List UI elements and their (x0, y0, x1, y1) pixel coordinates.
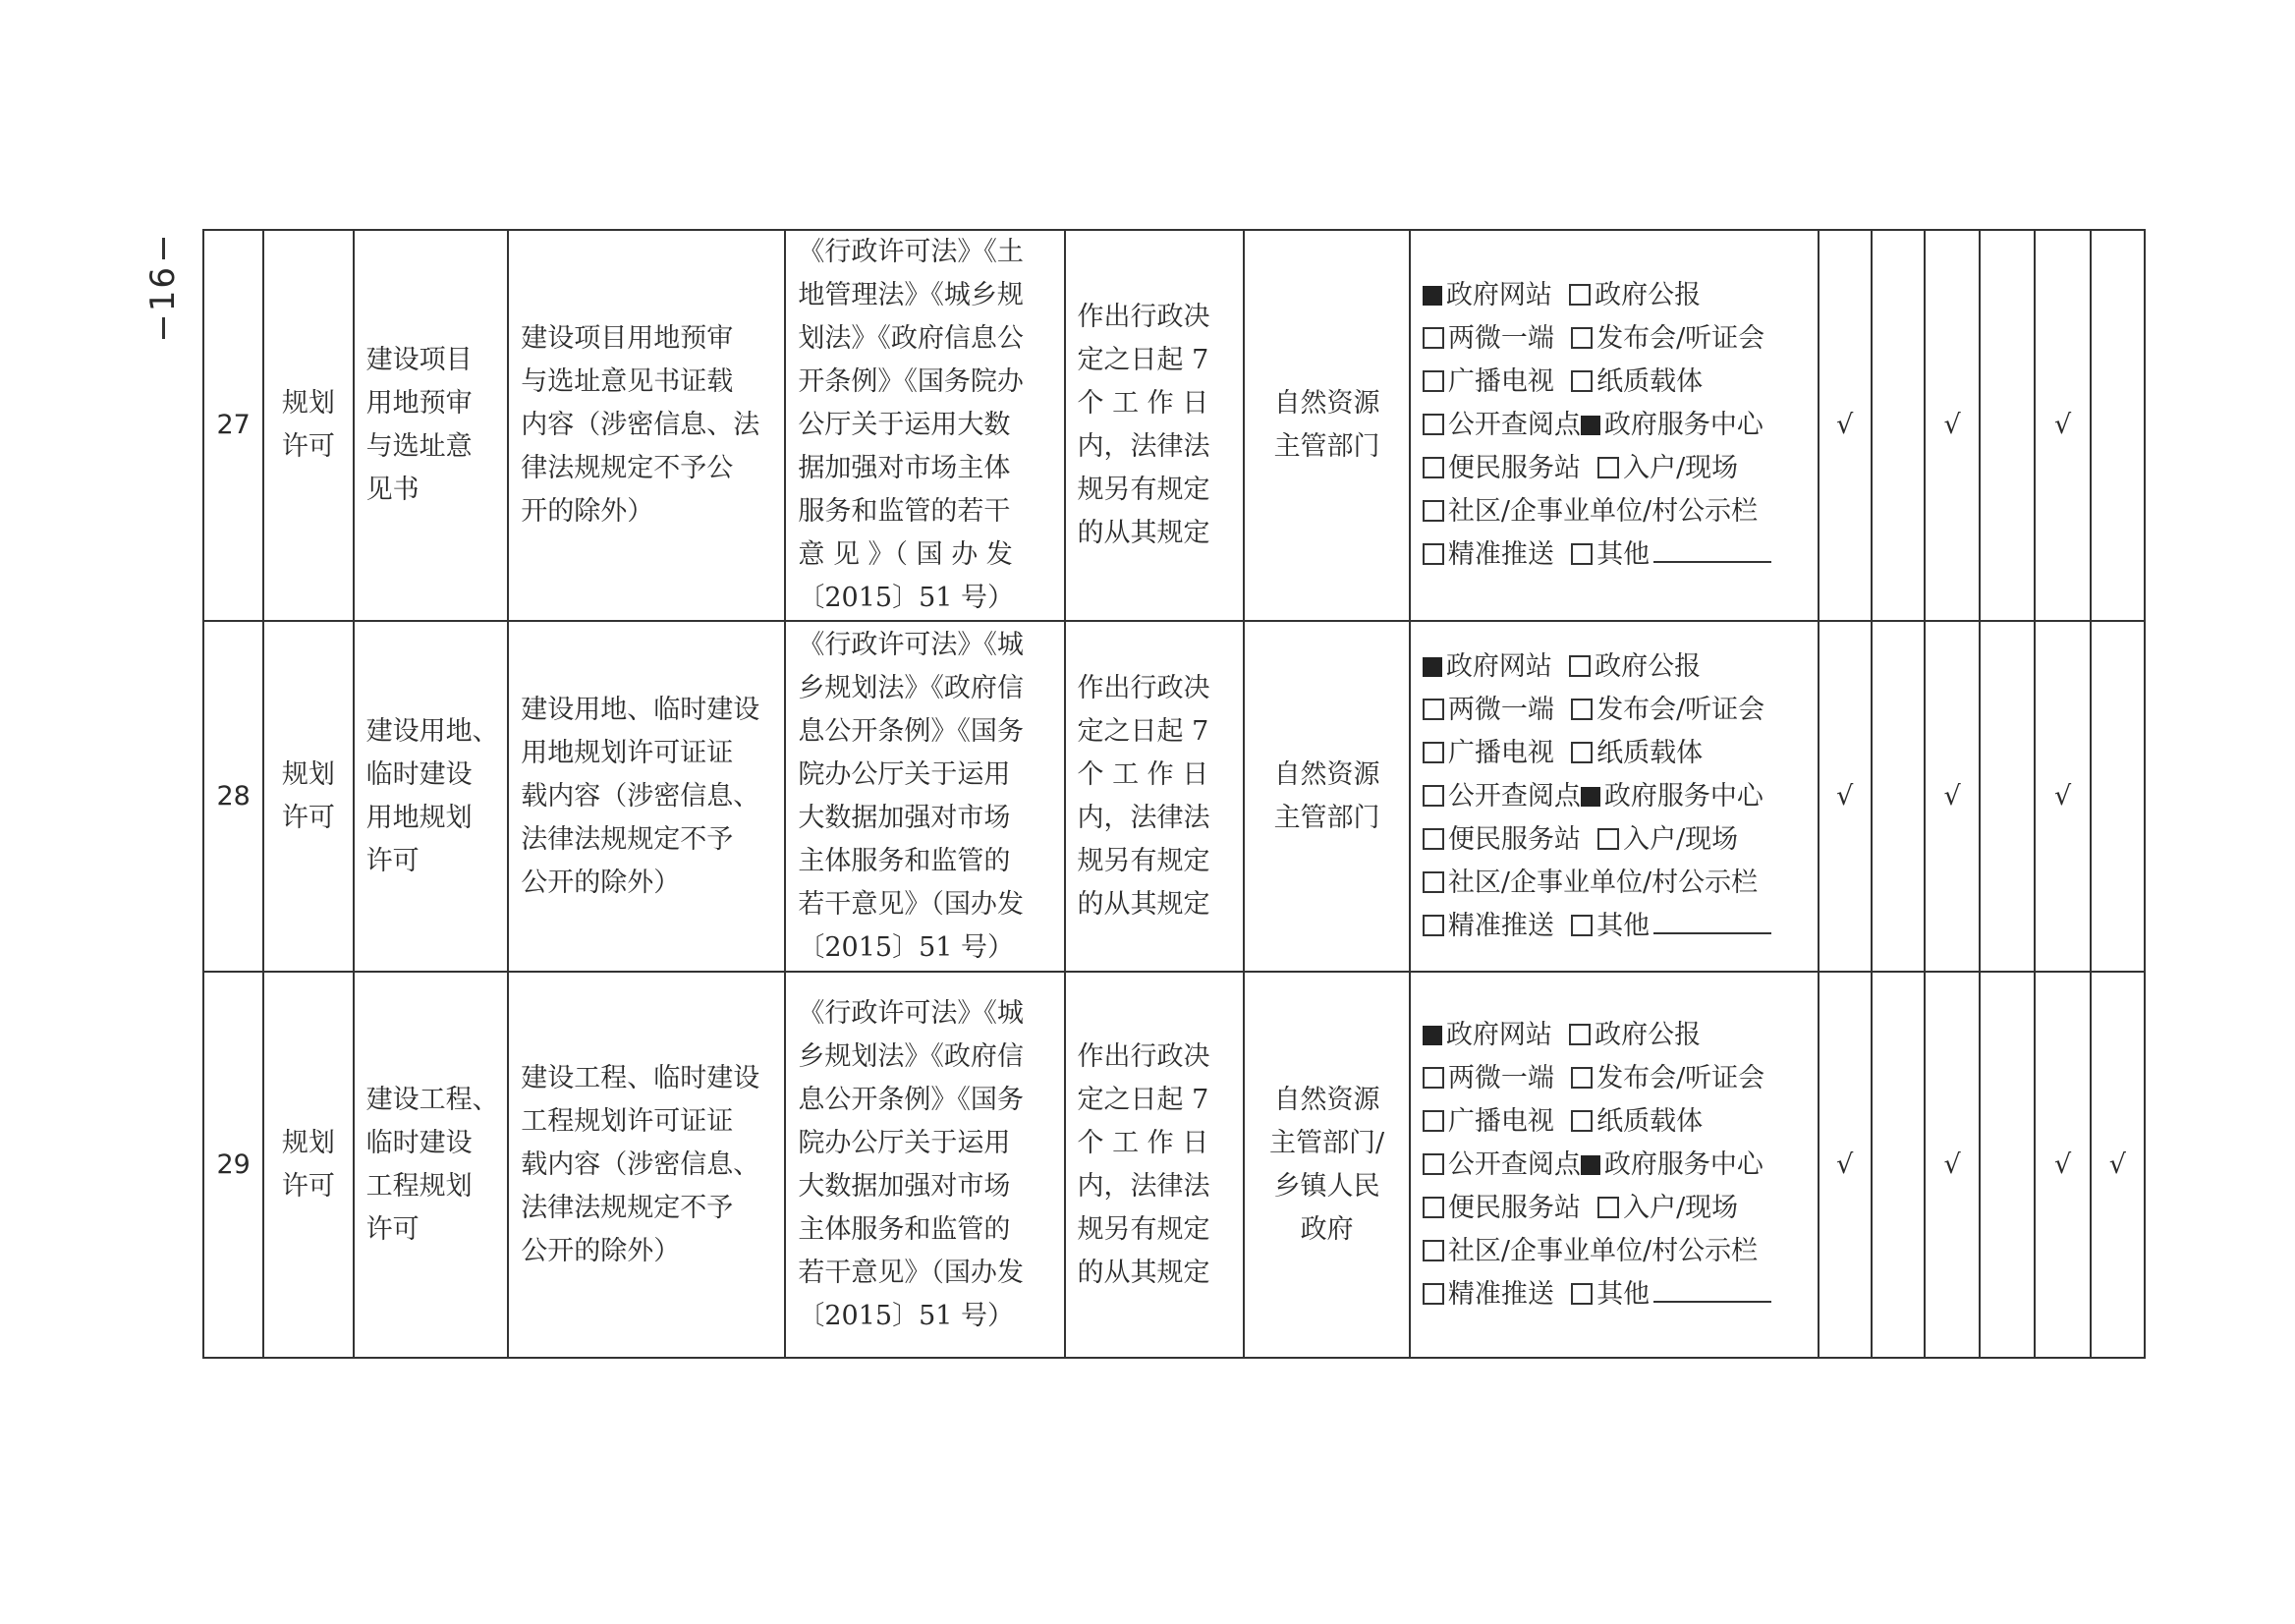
channel-line (1423, 689, 1806, 732)
basis-cell-line: 〔2015〕51 号） (798, 931, 1015, 963)
channel-other: 其他 (1571, 1279, 1650, 1310)
item-cell-line: 见书 (365, 475, 420, 505)
unchecked-box-icon (1571, 915, 1593, 936)
time-cell-line: 定之日起 7 (1077, 345, 1209, 375)
check-mark-cell (1980, 621, 2035, 972)
other-blank-line (1653, 533, 1771, 563)
basis-cell-line: 〔2015〕51 号） (798, 1300, 1015, 1331)
basis-cell-line: 大数据加强对市场 (798, 1170, 1011, 1202)
channel-service-station: 便民服务站 (1423, 1193, 1581, 1223)
content-cell-line: 建设项目用地预审 (521, 323, 734, 354)
unchecked-box-icon (1423, 1197, 1444, 1218)
channel-service-center: 政府服务中心 (1581, 410, 1763, 440)
unchecked-box-icon (1423, 543, 1444, 565)
time-cell-line: 作出行政决 (1077, 672, 1210, 703)
time-cell-line: 的从其规定 (1077, 888, 1210, 920)
channel-line (1423, 1100, 1806, 1144)
check-mark-cell: √ (1925, 621, 1980, 972)
basis-cell-line: 乡规划法》《政府信 (798, 672, 1024, 703)
check-mark-cell: √ (2091, 972, 2145, 1358)
channel-line (1423, 732, 1806, 775)
content-cell-line: 法律法规规定不予 (521, 1192, 734, 1223)
channel-line (1423, 490, 1806, 533)
time-cell-line: 规另有规定 (1077, 475, 1210, 505)
content-cell-line: 法律法规规定不予 (521, 823, 734, 855)
channel-line (1423, 447, 1806, 490)
basis-cell-line: 若干意见》（国办发 (798, 888, 1024, 920)
category-cell (263, 230, 353, 621)
unchecked-box-icon (1423, 828, 1444, 850)
channel-wechat-weibo: 两微一端 (1423, 695, 1554, 725)
channel-gov-website: 政府网站 (1423, 280, 1552, 310)
check-mark-cell: √ (1819, 230, 1872, 621)
channel-broadcast: 广播电视 (1423, 738, 1554, 768)
row-index: 28 (203, 621, 263, 972)
time-cell-line: 规另有规定 (1077, 845, 1210, 876)
channel-line (1423, 404, 1806, 447)
time-cell-line: 个 工 作 日 (1077, 388, 1209, 419)
subject-cell-line: 自然资源 (1273, 758, 1380, 790)
category-cell-line: 规划 (281, 758, 335, 790)
other-blank-line (1653, 1273, 1771, 1303)
table-row (203, 972, 2145, 1358)
time-cell-line: 作出行政决 (1077, 1040, 1210, 1072)
category-cell-line: 许可 (281, 431, 335, 462)
content-cell (508, 230, 785, 621)
unchecked-box-icon (1571, 742, 1593, 763)
content-cell-line: 公开的除外） (521, 1235, 681, 1266)
channel-gov-gazette: 政府公报 (1569, 280, 1701, 310)
channel-reading-point: 公开查阅点 (1423, 781, 1581, 812)
check-mark-cell: √ (2035, 621, 2090, 972)
channel-other: 其他 (1571, 539, 1650, 570)
content-cell-line: 开的除外） (521, 496, 654, 527)
basis-cell (785, 230, 1064, 621)
content-cell-line: 内容（涉密信息、法 (521, 410, 760, 440)
channel-line (1423, 1187, 1806, 1230)
unchecked-box-icon (1423, 871, 1444, 893)
unchecked-box-icon (1423, 785, 1444, 807)
basis-cell-line: 公厅关于运用大数 (798, 410, 1011, 440)
time-cell-line: 作出行政决 (1077, 302, 1210, 332)
item-cell (354, 972, 509, 1358)
unchecked-box-icon (1571, 370, 1593, 392)
unchecked-box-icon (1571, 543, 1593, 565)
item-cell-line: 建设工程、 (365, 1084, 499, 1115)
checked-box-icon (1423, 657, 1442, 677)
row-index: 27 (203, 230, 263, 621)
channel-gov-gazette: 政府公报 (1569, 1020, 1701, 1050)
category-cell (263, 972, 353, 1358)
content-cell-line: 用地规划许可证证 (521, 737, 734, 768)
unchecked-box-icon (1569, 284, 1591, 306)
subject-cell (1244, 230, 1410, 621)
channel-gov-website: 政府网站 (1423, 651, 1552, 682)
time-cell-line: 个 工 作 日 (1077, 1127, 1209, 1158)
content-cell (508, 621, 785, 972)
channel-line (1423, 818, 1806, 862)
unchecked-box-icon (1423, 699, 1444, 720)
channel-bulletin-board: 社区/企事业单位/村公示栏 (1423, 868, 1758, 898)
basis-cell-line: 划法》《政府信息公 (798, 323, 1024, 354)
subject-cell-line: 主管部门 (1273, 802, 1380, 833)
check-mark-cell: √ (1819, 621, 1872, 972)
subject-cell-line: 主管部门/ (1269, 1127, 1385, 1158)
channel-service-station: 便民服务站 (1423, 824, 1581, 855)
checked-box-icon (1581, 1155, 1600, 1175)
unchecked-box-icon (1423, 1240, 1444, 1261)
channel-precise-push: 精准推送 (1423, 911, 1554, 941)
checked-box-icon (1423, 286, 1442, 306)
basis-cell-line: 息公开条例》《国务 (798, 1084, 1024, 1115)
check-mark-cell: √ (2035, 230, 2090, 621)
channel-broadcast: 广播电视 (1423, 1106, 1554, 1137)
channel-door-to-door: 入户/现场 (1597, 453, 1738, 483)
basis-cell-line: 据加强对市场主体 (798, 453, 1011, 483)
check-mark-cell (2091, 230, 2145, 621)
check-mark-cell (1872, 230, 1925, 621)
page-number (143, 232, 183, 389)
category-cell-line: 许可 (281, 1170, 335, 1202)
channel-line (1423, 775, 1806, 818)
content-cell-line: 建设用地、临时建设 (521, 694, 760, 725)
basis-cell (785, 972, 1064, 1358)
channel-line (1423, 645, 1806, 689)
unchecked-box-icon (1569, 655, 1591, 677)
unchecked-box-icon (1571, 1283, 1593, 1305)
content-cell-line: 载内容（涉密信息、 (521, 780, 760, 812)
channel-broadcast: 广播电视 (1423, 366, 1554, 397)
time-cell-line: 内，法律法 (1077, 1170, 1210, 1202)
subject-cell-line: 政府 (1300, 1213, 1354, 1245)
channel-service-station: 便民服务站 (1423, 453, 1581, 483)
basis-cell-line: 地管理法》《城乡规 (798, 280, 1024, 310)
unchecked-box-icon (1597, 1197, 1619, 1218)
channel-line (1423, 1014, 1806, 1057)
basis-cell-line: 《行政许可法》《城 (798, 629, 1024, 660)
page-number-dash-bottom (162, 317, 165, 339)
check-mark-cell (1872, 972, 1925, 1358)
check-mark-cell (1980, 230, 2035, 621)
channel-other: 其他 (1571, 911, 1650, 941)
basis-cell-line: 意 见 》（ 国 办 发 (798, 539, 1013, 570)
channel-line (1423, 905, 1806, 948)
unchecked-box-icon (1423, 457, 1444, 478)
channel-paper: 纸质载体 (1571, 738, 1703, 768)
other-blank-line (1653, 905, 1771, 934)
check-mark-cell: √ (1925, 230, 1980, 621)
basis-cell-line: 《行政许可法》《土 (798, 237, 1024, 267)
basis-cell-line: 主体服务和监管的 (798, 845, 1011, 876)
check-mark-cell (1980, 972, 2035, 1358)
item-cell (354, 621, 509, 972)
channel-gov-website: 政府网站 (1423, 1020, 1552, 1050)
check-mark-cell (2091, 621, 2145, 972)
basis-cell-line: 若干意见》（国办发 (798, 1257, 1024, 1288)
time-cell-line: 定之日起 7 (1077, 715, 1209, 747)
channel-reading-point: 公开查阅点 (1423, 410, 1581, 440)
unchecked-box-icon (1571, 699, 1593, 720)
basis-cell-line: 乡规划法》《政府信 (798, 1040, 1024, 1072)
item-cell-line: 工程规划 (365, 1170, 473, 1202)
unchecked-box-icon (1423, 414, 1444, 435)
subject-cell-line: 自然资源 (1273, 1084, 1380, 1115)
unchecked-box-icon (1423, 500, 1444, 522)
channel-service-center: 政府服务中心 (1581, 781, 1763, 812)
item-cell-line: 用地预审 (365, 388, 473, 419)
unchecked-box-icon (1423, 915, 1444, 936)
category-cell-line: 规划 (281, 1127, 335, 1158)
item-cell-line: 临时建设 (365, 758, 473, 790)
basis-cell-line: 《行政许可法》《城 (798, 997, 1024, 1029)
channels-cell (1410, 230, 1819, 621)
category-cell (263, 621, 353, 972)
unchecked-box-icon (1423, 1110, 1444, 1132)
check-mark-cell: √ (1819, 972, 1872, 1358)
page-number-value: 16 (143, 265, 183, 312)
channel-line (1423, 1144, 1806, 1187)
channel-line (1423, 361, 1806, 404)
time-cell-line: 定之日起 7 (1077, 1084, 1209, 1115)
unchecked-box-icon (1569, 1024, 1591, 1045)
time-cell (1065, 230, 1245, 621)
channel-press-hearing: 发布会/听证会 (1571, 1063, 1764, 1093)
subject-cell-line: 乡镇人民 (1273, 1170, 1380, 1202)
item-cell-line: 建设项目 (365, 345, 473, 375)
channel-line (1423, 1273, 1806, 1316)
content-cell-line: 工程规划许可证证 (521, 1105, 734, 1137)
content-cell-line: 与选址意见书证载 (521, 366, 734, 397)
channels-cell (1410, 621, 1819, 972)
category-cell-line: 许可 (281, 802, 335, 833)
time-cell-line: 内，法律法 (1077, 802, 1210, 833)
basis-cell-line: 院办公厅关于运用 (798, 1127, 1011, 1158)
basis-cell-line: 主体服务和监管的 (798, 1213, 1011, 1245)
check-mark-cell: √ (2035, 972, 2090, 1358)
basis-cell-line: 服务和监管的若干 (798, 496, 1011, 527)
basis-cell (785, 621, 1064, 972)
content-cell-line: 公开的除外） (521, 867, 681, 898)
channel-wechat-weibo: 两微一端 (1423, 1063, 1554, 1093)
channel-line (1423, 1230, 1806, 1273)
checked-box-icon (1423, 1026, 1442, 1045)
disclosure-table (202, 229, 2146, 1359)
channel-bulletin-board: 社区/企事业单位/村公示栏 (1423, 1236, 1758, 1266)
basis-cell-line: 〔2015〕51 号） (798, 583, 1015, 613)
channel-paper: 纸质载体 (1571, 366, 1703, 397)
item-cell-line: 临时建设 (365, 1127, 473, 1158)
channel-press-hearing: 发布会/听证会 (1571, 323, 1764, 354)
unchecked-box-icon (1423, 742, 1444, 763)
channel-line (1423, 274, 1806, 317)
table-row (203, 621, 2145, 972)
unchecked-box-icon (1571, 327, 1593, 349)
channel-door-to-door: 入户/现场 (1597, 1193, 1738, 1223)
channel-service-center: 政府服务中心 (1581, 1149, 1763, 1180)
item-cell-line: 建设用地、 (365, 715, 499, 747)
channel-wechat-weibo: 两微一端 (1423, 323, 1554, 354)
channel-line (1423, 533, 1806, 577)
content-cell-line: 载内容（涉密信息、 (521, 1148, 760, 1180)
channel-line (1423, 1057, 1806, 1100)
channel-gov-gazette: 政府公报 (1569, 651, 1701, 682)
content-cell (508, 972, 785, 1358)
channel-line (1423, 317, 1806, 361)
time-cell (1065, 972, 1245, 1358)
time-cell-line: 个 工 作 日 (1077, 758, 1209, 790)
subject-cell-line: 自然资源 (1273, 388, 1380, 419)
item-cell-line: 与选址意 (365, 431, 473, 462)
content-cell-line: 建设工程、临时建设 (521, 1062, 760, 1093)
unchecked-box-icon (1597, 457, 1619, 478)
channels-cell (1410, 972, 1819, 1358)
table-row (203, 230, 2145, 621)
unchecked-box-icon (1423, 327, 1444, 349)
unchecked-box-icon (1423, 1283, 1444, 1305)
unchecked-box-icon (1571, 1067, 1593, 1089)
time-cell-line: 的从其规定 (1077, 518, 1210, 548)
channel-press-hearing: 发布会/听证会 (1571, 695, 1764, 725)
unchecked-box-icon (1423, 370, 1444, 392)
checked-box-icon (1581, 416, 1600, 435)
time-cell-line: 内，法律法 (1077, 431, 1210, 462)
time-cell-line: 规另有规定 (1077, 1213, 1210, 1245)
channel-bulletin-board: 社区/企事业单位/村公示栏 (1423, 496, 1758, 527)
subject-cell (1244, 972, 1410, 1358)
unchecked-box-icon (1571, 1110, 1593, 1132)
item-cell-line: 许可 (365, 1213, 420, 1245)
page-number-dash-top (162, 238, 165, 259)
basis-cell-line: 开条例》《国务院办 (798, 366, 1024, 397)
time-cell (1065, 621, 1245, 972)
category-cell-line: 规划 (281, 388, 335, 419)
unchecked-box-icon (1423, 1067, 1444, 1089)
item-cell-line: 用地规划 (365, 802, 473, 833)
content-cell-line: 律法规规定不予公 (521, 453, 734, 483)
basis-cell-line: 院办公厅关于运用 (798, 758, 1011, 790)
unchecked-box-icon (1597, 828, 1619, 850)
basis-cell-line: 大数据加强对市场 (798, 802, 1011, 833)
channel-precise-push: 精准推送 (1423, 539, 1554, 570)
channel-paper: 纸质载体 (1571, 1106, 1703, 1137)
subject-cell (1244, 621, 1410, 972)
channel-precise-push: 精准推送 (1423, 1279, 1554, 1310)
time-cell-line: 的从其规定 (1077, 1257, 1210, 1288)
channel-reading-point: 公开查阅点 (1423, 1149, 1581, 1180)
basis-cell-line: 息公开条例》《国务 (798, 715, 1024, 747)
check-mark-cell (1872, 621, 1925, 972)
checked-box-icon (1581, 787, 1600, 807)
channel-line (1423, 862, 1806, 905)
row-index: 29 (203, 972, 263, 1358)
item-cell (354, 230, 509, 621)
channel-door-to-door: 入户/现场 (1597, 824, 1738, 855)
item-cell-line: 许可 (365, 845, 420, 876)
subject-cell-line: 主管部门 (1273, 431, 1380, 462)
unchecked-box-icon (1423, 1153, 1444, 1175)
check-mark-cell: √ (1925, 972, 1980, 1358)
